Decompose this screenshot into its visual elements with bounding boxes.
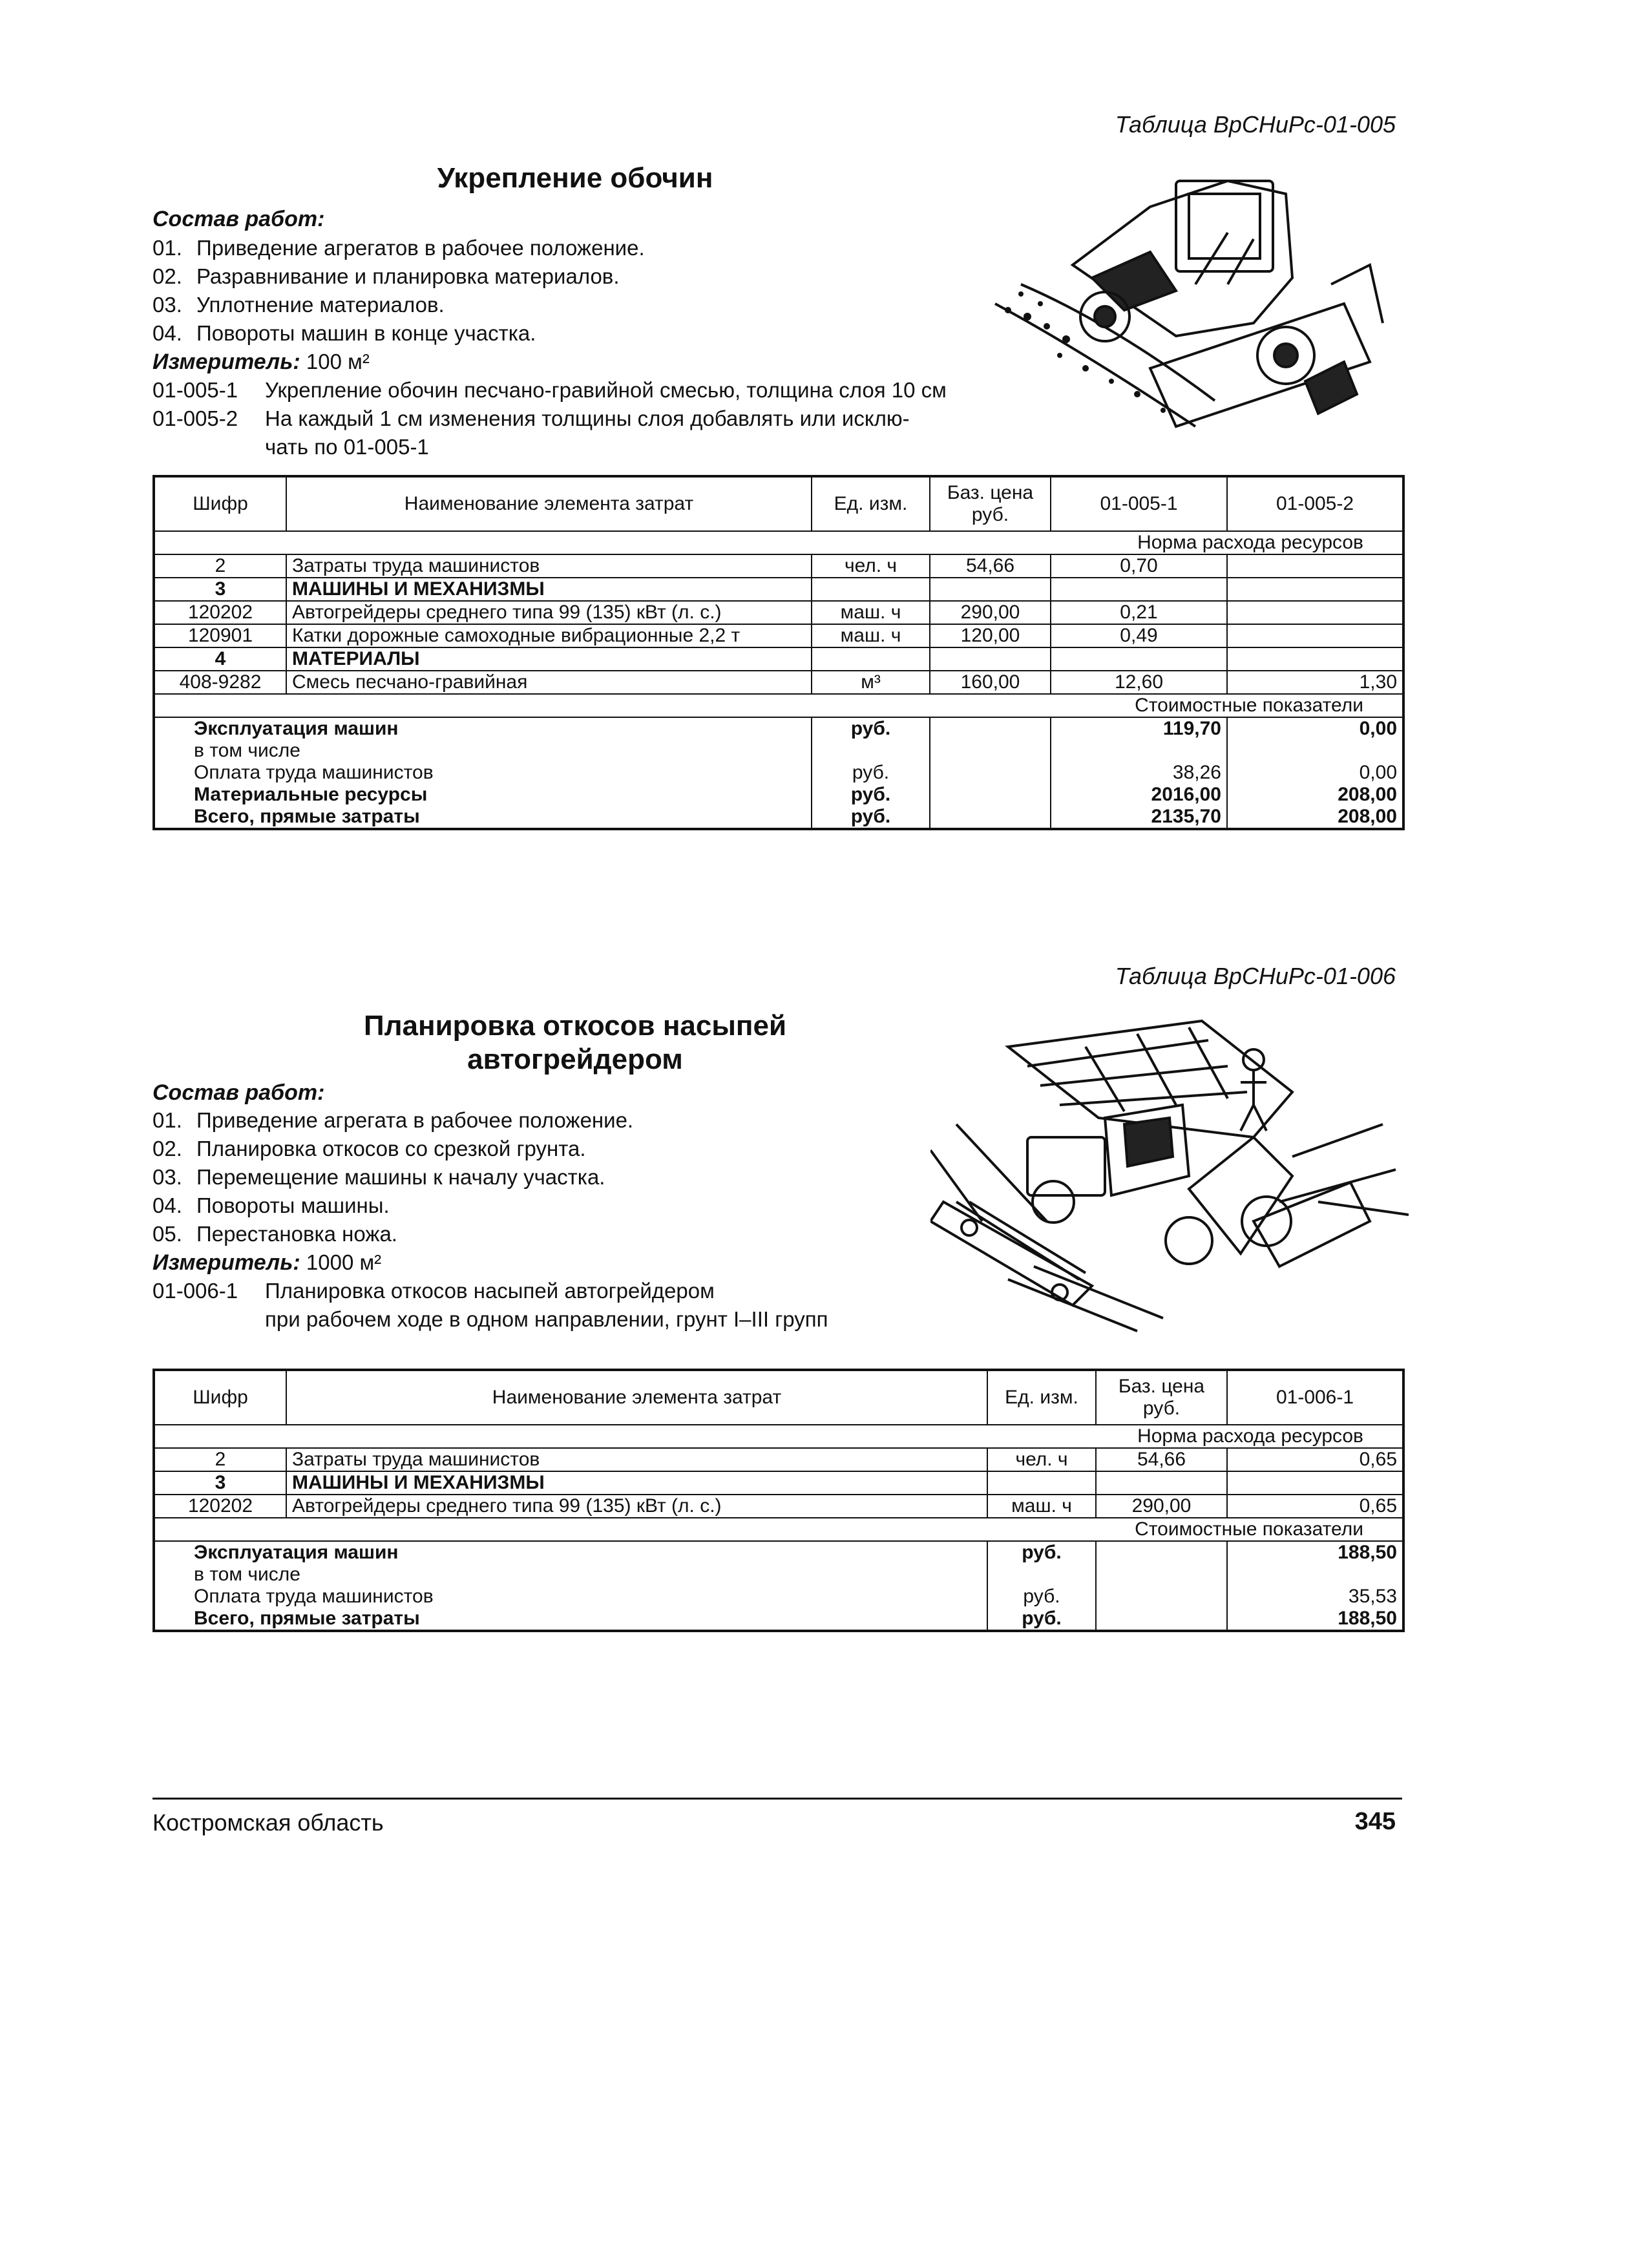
work-item: 05. Перестановка ножа.	[152, 1222, 397, 1246]
work-item: 01. Приведение агрегата в рабочее положение.	[152, 1108, 634, 1132]
section-title-2	[323, 1009, 827, 1076]
table-row: 120901 Катки дорожные самоходные вибрационные 2,2 т маш. ч 120,00 0,49	[154, 624, 1403, 647]
col-header-01-006-1: 01-006-1	[1227, 1370, 1403, 1425]
work-item: 02. Планировка откосов со срезкой грунта.	[152, 1137, 586, 1160]
cost-row: Материальные ресурсы руб. 2016,00 208,00	[154, 784, 1403, 806]
position-line: 01-006-1 Планировка откосов насыпей автогрейдером	[152, 1279, 715, 1303]
footer-rule	[152, 1798, 1402, 1800]
table-row: 408-9282 Смесь песчано-гравийная м³ 160,00 12,60 1,30	[154, 671, 1403, 694]
col-header-name: Наименование элемента затрат	[286, 1370, 987, 1425]
work-item: 02. Разравнивание и планировка материалов.	[152, 264, 620, 288]
col-header-unit: Ед. изм.	[987, 1370, 1096, 1425]
work-label-1: Состав работ:	[152, 207, 325, 231]
meter-label: Измеритель:	[152, 1250, 300, 1275]
table-caption-2: Таблица ВрСНиРс-01-006	[1115, 963, 1396, 989]
cost-row: Всего, прямые затраты руб. 188,50	[154, 1608, 1403, 1631]
footer-region: Костромская область	[152, 1809, 384, 1836]
motor-grader-illustration	[982, 155, 1396, 459]
cost-section-label: Стоимостные показатели	[154, 1518, 1403, 1541]
table-row: 3 МАШИНЫ И МЕХАНИЗМЫ	[154, 578, 1403, 601]
cost-row: в том числе	[154, 740, 1403, 762]
table-row: 2 Затраты труда машинистов чел. ч 54,66 0,70	[154, 554, 1403, 578]
cost-row: Эксплуатация машин руб. 188,50	[154, 1541, 1403, 1564]
work-label-2: Состав работ:	[152, 1080, 325, 1105]
section-title-2-line1: Планировка откосов насыпей	[363, 1010, 787, 1042]
work-item: 04. Повороты машин в конце участка.	[152, 321, 536, 345]
cost-row: Оплата труда машинистов руб. 35,53	[154, 1586, 1403, 1608]
meter-line	[152, 348, 947, 376]
col-header-price: Баз. цена руб.	[930, 476, 1051, 531]
table-caption-1: Таблица ВрСНиРс-01-005	[1115, 111, 1396, 138]
cost-row: Оплата труда машинистов руб. 38,26 0,00	[154, 762, 1403, 784]
norm-section-label: Норма расхода ресурсов	[154, 531, 1403, 554]
work-item: 03. Перемещение машины к началу участка.	[152, 1165, 605, 1189]
position-line: 01-005-1 Укрепление обочин песчано-гравийной смесью, толщина слоя 10 см	[152, 378, 947, 402]
work-list-2	[152, 1106, 828, 1334]
cost-section-label: Стоимостные показатели	[154, 694, 1403, 717]
col-header-price: Баз. цена руб.	[1096, 1370, 1227, 1425]
work-item: 03. Уплотнение материалов.	[152, 293, 445, 317]
meter-value: 1000 м²	[306, 1250, 382, 1274]
slope-grader-illustration	[930, 1008, 1409, 1344]
meter-line	[152, 1248, 828, 1277]
norm-section-label: Норма расхода ресурсов	[154, 1425, 1403, 1448]
table-row: 2 Затраты труда машинистов чел. ч 54,66 0,65	[154, 1448, 1403, 1471]
meter-label: Измеритель:	[152, 350, 300, 374]
page-number: 345	[1354, 1808, 1396, 1835]
table-row: 3 МАШИНЫ И МЕХАНИЗМЫ	[154, 1471, 1403, 1495]
cost-row: Всего, прямые затраты руб. 2135,70 208,00	[154, 806, 1403, 829]
work-item: 01. Приведение агрегатов в рабочее положение.	[152, 236, 645, 260]
section-title-1: Укрепление обочин	[437, 162, 713, 194]
cost-row: Эксплуатация машин руб. 119,70 0,00	[154, 717, 1403, 740]
meter-value: 100 м²	[306, 350, 370, 373]
col-header-unit: Ед. изм.	[812, 476, 930, 531]
work-list-1	[152, 234, 947, 461]
position-line: 01-005-2 На каждый 1 см изменения толщины слоя добавлять или исклю-	[152, 406, 910, 430]
col-header-01-005-2: 01-005-2	[1227, 476, 1403, 531]
position-line-cont: чать по 01-005-1	[265, 435, 429, 459]
col-header-code: Шифр	[154, 1370, 286, 1425]
cost-row: в том числе	[154, 1564, 1403, 1586]
resource-table-2	[152, 1369, 1405, 1632]
table-row: 4 МАТЕРИАЛЫ	[154, 647, 1403, 671]
col-header-code: Шифр	[154, 476, 286, 531]
position-line-cont: при рабочем ходе в одном направлении, грунт I–III групп	[265, 1307, 828, 1331]
section-title-2-line2: автогрейдером	[467, 1044, 683, 1075]
resource-table-1	[152, 475, 1405, 830]
work-item: 04. Повороты машины.	[152, 1193, 390, 1217]
col-header-01-005-1: 01-005-1	[1051, 476, 1227, 531]
table-row: 120202 Автогрейдеры среднего типа 99 (135) кВт (л. с.) маш. ч 290,00 0,65	[154, 1495, 1403, 1518]
table-row: 120202 Автогрейдеры среднего типа 99 (135) кВт (л. с.) маш. ч 290,00 0,21	[154, 601, 1403, 624]
col-header-name: Наименование элемента затрат	[286, 476, 812, 531]
